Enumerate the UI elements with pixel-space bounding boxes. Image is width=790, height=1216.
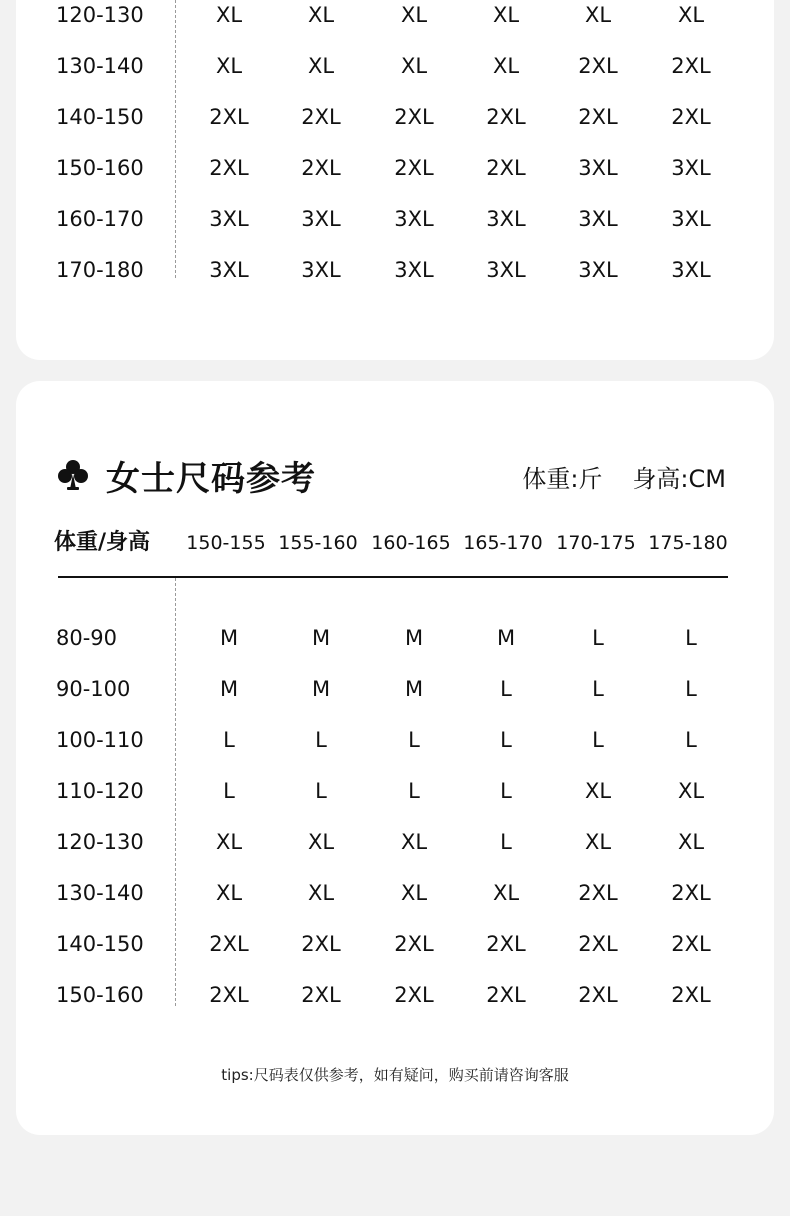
size-cell: XL xyxy=(400,881,428,905)
size-cell: L xyxy=(500,779,512,803)
height-column-header: 170-175 xyxy=(556,532,636,554)
size-cell: XL xyxy=(677,779,705,803)
size-cell: L xyxy=(500,677,512,701)
size-cell: 2XL xyxy=(671,105,711,129)
table-row xyxy=(16,868,774,919)
size-cell: XL xyxy=(307,54,335,78)
size-cell: 3XL xyxy=(394,258,434,282)
size-cell: 2XL xyxy=(486,932,526,956)
table-row xyxy=(16,41,774,92)
size-cell: 2XL xyxy=(301,105,341,129)
section-title: 女士尺码参考 xyxy=(106,458,316,499)
size-cell: XL xyxy=(307,830,335,854)
size-cell: 2XL xyxy=(578,54,618,78)
size-cell: XL xyxy=(492,881,520,905)
size-cell: L xyxy=(223,779,235,803)
size-cell: 2XL xyxy=(394,983,434,1007)
size-cell: L xyxy=(223,728,235,752)
tips-note: tips:尺码表仅供参考，如有疑问，购买前请咨询客服 xyxy=(221,1066,569,1084)
size-cell: 3XL xyxy=(578,156,618,180)
height-column-header: 165-170 xyxy=(463,532,543,554)
size-cell: L xyxy=(592,728,604,752)
height-column-header: 160-165 xyxy=(371,532,451,554)
size-cell: 2XL xyxy=(578,881,618,905)
table-row xyxy=(16,245,774,296)
size-cell: L xyxy=(408,779,420,803)
size-cell: XL xyxy=(584,779,612,803)
size-cell: 3XL xyxy=(209,258,249,282)
table-row xyxy=(16,613,774,664)
size-cell: XL xyxy=(492,54,520,78)
size-cell: M xyxy=(404,626,424,650)
size-cell: XL xyxy=(400,54,428,78)
section-header xyxy=(56,449,316,501)
club-suit-icon xyxy=(56,458,90,492)
size-cell: XL xyxy=(215,54,243,78)
size-cell: XL xyxy=(307,3,335,27)
size-cell: XL xyxy=(215,830,243,854)
size-cell: M xyxy=(496,626,516,650)
size-cell: 2XL xyxy=(486,105,526,129)
weight-range-label: 80-90 xyxy=(56,626,118,650)
size-cell: 3XL xyxy=(671,156,711,180)
size-cell: 2XL xyxy=(486,983,526,1007)
size-cell: M xyxy=(311,677,331,701)
weight-range-label: 130-140 xyxy=(56,881,144,905)
size-cell: XL xyxy=(677,3,705,27)
size-cell: 3XL xyxy=(394,207,434,231)
table-row xyxy=(16,92,774,143)
size-cell: XL xyxy=(215,881,243,905)
size-cell: XL xyxy=(307,881,335,905)
header-label: 体重/身高 xyxy=(54,530,151,555)
size-cell: M xyxy=(219,626,239,650)
size-cell: M xyxy=(404,677,424,701)
size-cell: XL xyxy=(492,3,520,27)
table-header xyxy=(16,523,774,563)
size-cell: 2XL xyxy=(394,156,434,180)
size-cell: L xyxy=(685,626,697,650)
size-cell: 2XL xyxy=(394,105,434,129)
size-cell: 2XL xyxy=(209,156,249,180)
size-cell: XL xyxy=(584,830,612,854)
size-cell: 2XL xyxy=(486,156,526,180)
size-cell: XL xyxy=(400,3,428,27)
size-cell: 2XL xyxy=(578,932,618,956)
size-cell: 3XL xyxy=(671,258,711,282)
size-cell: 3XL xyxy=(301,258,341,282)
table-row xyxy=(16,0,774,41)
size-cell: L xyxy=(500,728,512,752)
header-divider xyxy=(58,576,728,578)
weight-range-label: 120-130 xyxy=(56,830,144,854)
size-cell: 2XL xyxy=(671,54,711,78)
size-cell: M xyxy=(219,677,239,701)
size-cell: L xyxy=(315,728,327,752)
table-row xyxy=(16,766,774,817)
size-cell: 2XL xyxy=(578,983,618,1007)
table-row xyxy=(16,715,774,766)
weight-unit: 体重:斤 xyxy=(522,465,603,493)
weight-range-label: 120-130 xyxy=(56,3,144,27)
size-cell: 2XL xyxy=(671,932,711,956)
weight-range-label: 160-170 xyxy=(56,207,144,231)
size-cell: 2XL xyxy=(394,932,434,956)
table-row xyxy=(16,194,774,245)
size-cell: 2XL xyxy=(301,983,341,1007)
size-cell: 3XL xyxy=(578,258,618,282)
size-cell: 3XL xyxy=(209,207,249,231)
size-cell: 3XL xyxy=(486,258,526,282)
weight-range-label: 140-150 xyxy=(56,105,144,129)
size-cell: XL xyxy=(677,830,705,854)
weight-range-label: 90-100 xyxy=(56,677,131,701)
table-row xyxy=(16,919,774,970)
size-cell: 2XL xyxy=(209,983,249,1007)
size-cell: 2XL xyxy=(671,881,711,905)
weight-range-label: 150-160 xyxy=(56,983,144,1007)
weight-range-label: 130-140 xyxy=(56,54,144,78)
size-cell: L xyxy=(408,728,420,752)
table-row xyxy=(16,664,774,715)
weight-range-label: 170-180 xyxy=(56,258,144,282)
size-cell: 3XL xyxy=(486,207,526,231)
weight-range-label: 140-150 xyxy=(56,932,144,956)
weight-range-label: 100-110 xyxy=(56,728,144,752)
size-cell: 2XL xyxy=(209,932,249,956)
size-cell: L xyxy=(315,779,327,803)
unit-note xyxy=(522,459,726,499)
size-cell: XL xyxy=(400,830,428,854)
women-size-table-card xyxy=(16,381,774,1135)
size-cell: 3XL xyxy=(301,207,341,231)
weight-range-label: 150-160 xyxy=(56,156,144,180)
size-cell: 2XL xyxy=(301,932,341,956)
table-row xyxy=(16,817,774,868)
size-cell: 3XL xyxy=(671,207,711,231)
size-cell: 2XL xyxy=(209,105,249,129)
size-cell: L xyxy=(685,677,697,701)
table-row xyxy=(16,970,774,1021)
size-cell: L xyxy=(500,830,512,854)
men-size-table-card xyxy=(16,0,774,360)
size-cell: XL xyxy=(215,3,243,27)
height-unit: 身高:CM xyxy=(632,465,726,493)
size-cell: 3XL xyxy=(578,207,618,231)
size-cell: M xyxy=(311,626,331,650)
height-column-header: 175-180 xyxy=(648,532,728,554)
size-cell: L xyxy=(592,677,604,701)
height-column-header: 155-160 xyxy=(278,532,358,554)
size-cell: XL xyxy=(584,3,612,27)
height-column-header: 150-155 xyxy=(186,532,266,554)
size-cell: 2XL xyxy=(578,105,618,129)
table-row xyxy=(16,143,774,194)
size-cell: L xyxy=(685,728,697,752)
size-cell: L xyxy=(592,626,604,650)
size-cell: 2XL xyxy=(671,983,711,1007)
weight-range-label: 110-120 xyxy=(56,779,144,803)
size-cell: 2XL xyxy=(301,156,341,180)
